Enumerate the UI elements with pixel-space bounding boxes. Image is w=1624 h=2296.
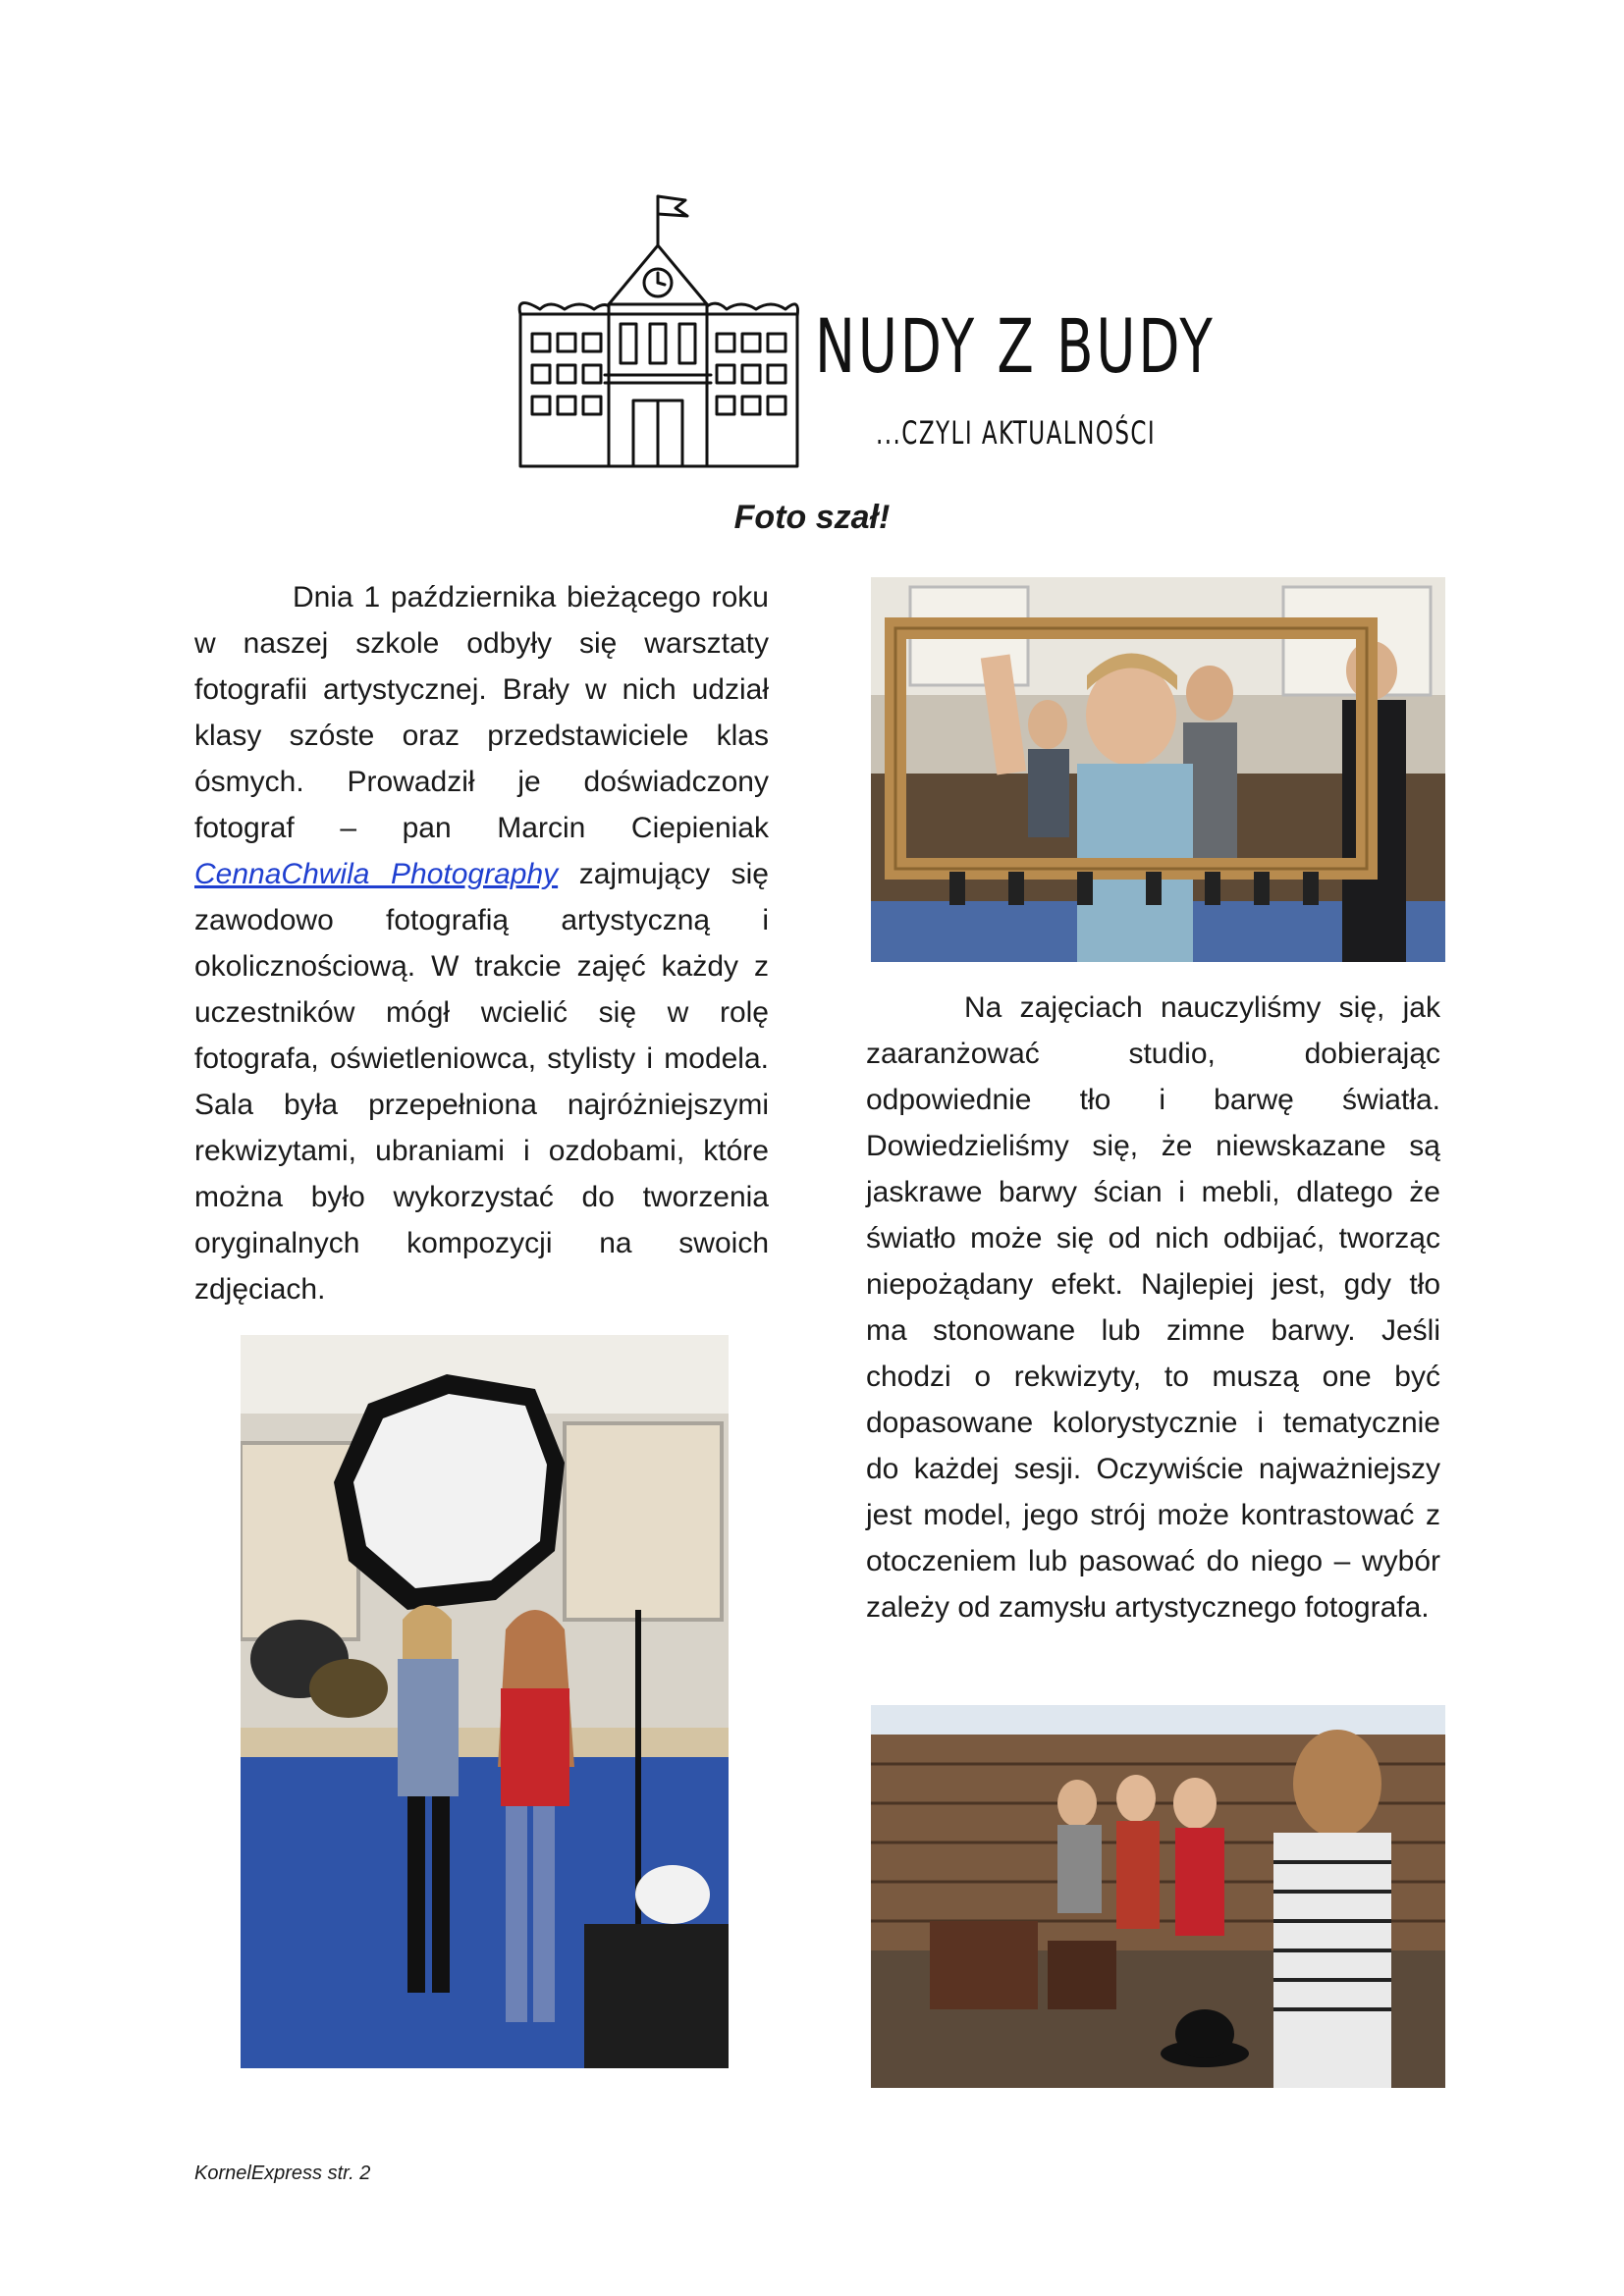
paragraph-text: zajmujący się zawodowo fotografią artystyczną i okolicznościową. W trakcie zajęć każdy z uczestników mógł wcielić się w rolę fotografa, oświetleniowca, stylisty i modela. Sala była przepełniona najróżniejszymi rekwizytami, ubraniami i ozdobami, które można było wykorzystać do tworzenia oryginalnych kompozycji na swoich zdjęciach. [194,858,769,1306]
photo-frame-boy [871,577,1445,962]
article-left-column [194,574,769,1312]
article-paragraph: Na zajęciach nauczyliśmy się, jak zaaranżować studio, dobierając odpowiednie tło i barwę światła. Dowiedzieliśmy się, że niewskazane są jaskrawe barwy ścian i mebli, dlatego że światło może się od nich odbijać, tworząc niepożądany efekt. Najlepiej jest, gdy tło ma stonowane lub zimne barwy. Jeśli chodzi o rekwizyty, to muszą one być dopasowane kolorystycznie i tematycznie do każdej sesji. Oczywiście najważniejszy jest model, jego strój może kontrastować z otoczeniem lub pasować do niego – wybór zależy od zamysłu artystycznego fotografa. [866,991,1440,1624]
photo-reflector-girls [241,1335,729,2068]
photographer-link[interactable]: CennaChwila Photography [194,858,559,890]
photo-studio-group [871,1705,1445,2088]
newsletter-logo [511,187,1216,471]
paragraph-text: Dnia 1 października bieżącego roku w naszej szkole odbyły się warsztaty fotografii artystycznej. Brały w nich udział klasy szóste oraz przedstawiciele klas ósmych. Prowadził je doświadczony fotograf – pan Marcin Ciepieniak [194,581,769,844]
logo-subtitle: ...CZYLI AKTUALNOŚCI [876,414,1157,452]
article-paragraph [194,574,769,1312]
school-building-icon [511,187,805,471]
logo-title: NUDY Z BUDY [815,302,1216,390]
article-title: Foto szał! [733,499,891,536]
article-right-column [866,985,1440,1630]
page-footer: KornelExpress str. 2 [194,2163,371,2184]
